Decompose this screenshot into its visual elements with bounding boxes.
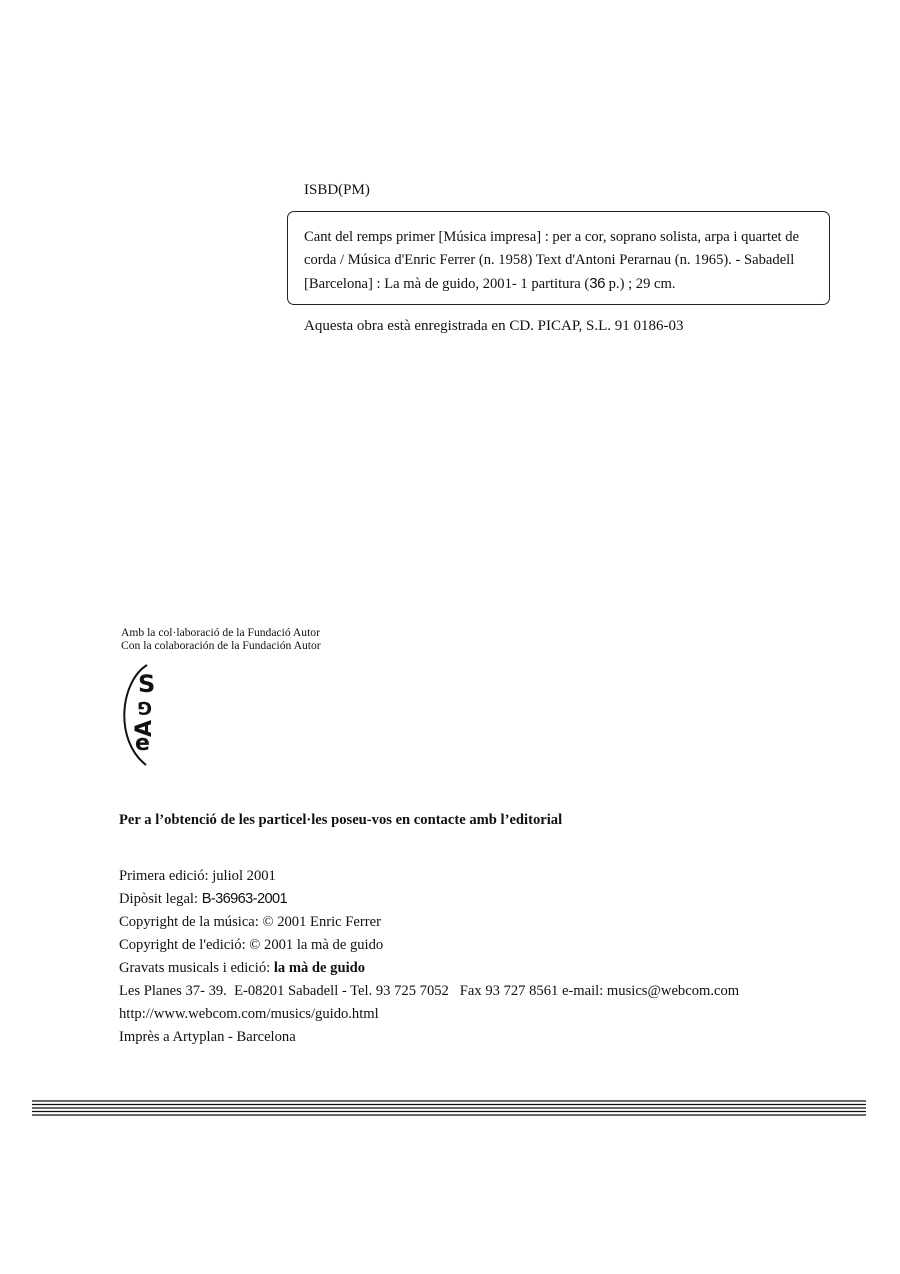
- music-copyright-line: Copyright de la música: © 2001 Enric Ferrer: [119, 914, 381, 930]
- legal-deposit-label: Dipòsit legal:: [119, 891, 202, 907]
- legal-deposit-number: B-36963-2001: [201, 891, 288, 907]
- legal-deposit-line: [119, 888, 739, 911]
- parts-contact-note: Per a l’obtenció de les particel·les poseu-vos en contacte amb l’editorial: [119, 812, 563, 828]
- svg-text:e: e: [135, 731, 150, 756]
- svg-text:S: S: [138, 670, 156, 698]
- catalog-record-pages: 36: [589, 275, 605, 292]
- engraving-label: Gravats musicals i edició:: [119, 960, 274, 976]
- catalog-record-box: [287, 211, 830, 305]
- sgae-logo: [116, 662, 176, 768]
- isbd-label: ISBD(PM): [304, 182, 370, 198]
- svg-text:A: A: [132, 719, 157, 737]
- imprint-block: [119, 865, 739, 1049]
- publisher-name: la mà de guido: [273, 960, 366, 976]
- catalog-record-text: Cant del remps primer [Música impresa] : per a cor, soprano solista, arpa i quartet de corda / Música d'Enric Ferrer (n. 1958) Text d'Antoni Perarnau (n. 1965). - Sabadell [Barcelona] : La mà de guido, 2001- 1 partitura (: [304, 229, 800, 292]
- catalog-record-text-end: p.) ; 29 cm.: [604, 276, 676, 292]
- collaboration-line-catalan: Amb la col·laboració de la Fundació Autor: [121, 626, 320, 639]
- edition-line: Primera edició: juliol 2001: [119, 868, 276, 884]
- edition-copyright-line: Copyright de l'edició: © 2001 la mà de guido: [119, 937, 384, 953]
- publisher-address-line: Les Planes 37- 39. E-08201 Sabadell - Tel. 93 725 7052 Fax 93 727 8561 e-mail: musics@webcom.com: [119, 983, 740, 999]
- recording-note: Aquesta obra està enregistrada en CD. PICAP, S.L. 91 0186-03: [304, 318, 684, 334]
- music-staff-lines: [32, 1100, 866, 1116]
- printer-line: Imprès a Artyplan - Barcelona: [119, 1029, 296, 1045]
- svg-text:G: G: [137, 697, 152, 718]
- publisher-website-line: http://www.webcom.com/musics/guido.html: [119, 1006, 379, 1022]
- collaboration-line-spanish: Con la colaboración de la Fundación Autor: [121, 639, 321, 652]
- collaboration-credit: [121, 626, 321, 652]
- engraving-line: [119, 957, 739, 980]
